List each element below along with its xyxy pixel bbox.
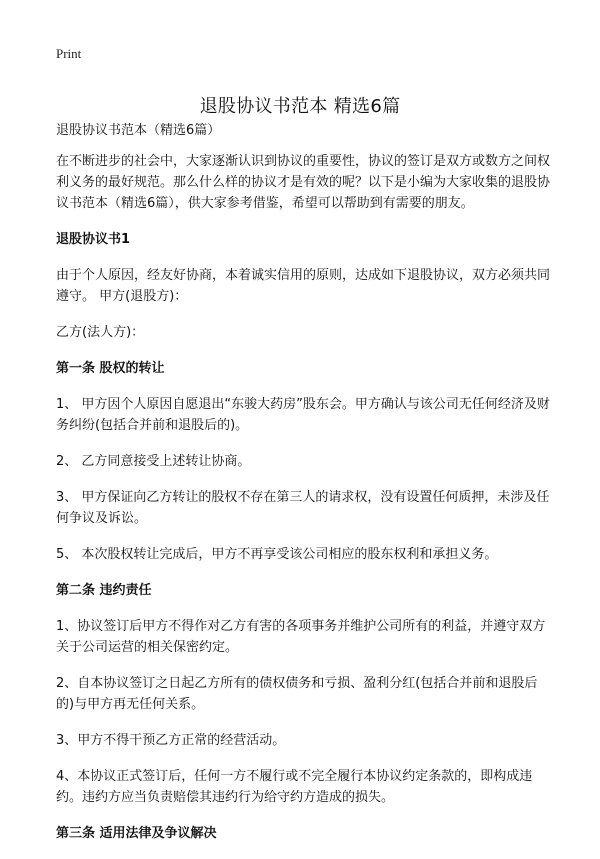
- document-subtitle: 退股协议书范本（精选6篇）: [56, 123, 221, 138]
- section-heading: 退股协议书1: [56, 232, 131, 247]
- list-item: 2、 乙方同意接受上述转让协商。: [56, 454, 251, 469]
- document-title: 退股协议书范本 精选6篇: [199, 96, 401, 118]
- list-item: 5、 本次股权转让完成后，甲方不再享受该公司相应的股东权利和承担义务。: [56, 547, 498, 562]
- article-heading: 第一条 股权的转让: [56, 361, 165, 376]
- list-item: 2、自本协议签订之日起乙方所有的债权债务和亏损、盈利分红(包括合并前和退股后的)与甲方再无任何关系。: [56, 676, 538, 712]
- paragraph: 乙方(法人方)：: [56, 325, 145, 340]
- list-item: 3、甲方不得干预乙方正常的经营活动。: [56, 733, 286, 748]
- article-heading: 第二条 违约责任: [56, 583, 152, 598]
- list-item: 1、 甲方因个人原因自愿退出“东骏大药房”股东会。甲方确认与该公司无任何经济及财务纠纷(包括合并前和退股后的)。: [56, 397, 550, 433]
- intro-paragraph: 在不断进步的社会中，大家逐渐认识到协议的重要性，协议的签订是双方或数方之间权利义务的最好规范。那么什么样的协议才是有效的呢？以下是小编为大家收集的退股协议书范本（精选6篇），供大家参考借鉴，希望可以帮助到有需要的朋友。: [56, 154, 551, 211]
- list-item: 3、 甲方保证向乙方转让的股权不存在第三人的请求权，没有设置任何质押，未涉及任何争议及诉讼。: [56, 490, 550, 526]
- list-item: 1、协议签订后甲方不得作对乙方有害的各项事务并维护公司所有的利益，并遵守双方关于公司运营的相关保密约定。: [56, 619, 546, 655]
- print-label: Print: [56, 46, 82, 61]
- list-item: 4、本协议正式签订后，任何一方不履行或不完全履行本协议约定条款的，即构成违约。违约方应当负责赔偿其违约行为给守约方造成的损失。: [56, 769, 533, 805]
- paragraph: 由于个人原因，经友好协商，本着诚实信用的原则，达成如下退股协议，双方必须共同遵守。 甲方(退股方)：: [56, 268, 551, 304]
- article-heading: 第三条 适用法律及争议解决: [56, 826, 217, 841]
- document-body: [56, 120, 550, 859]
